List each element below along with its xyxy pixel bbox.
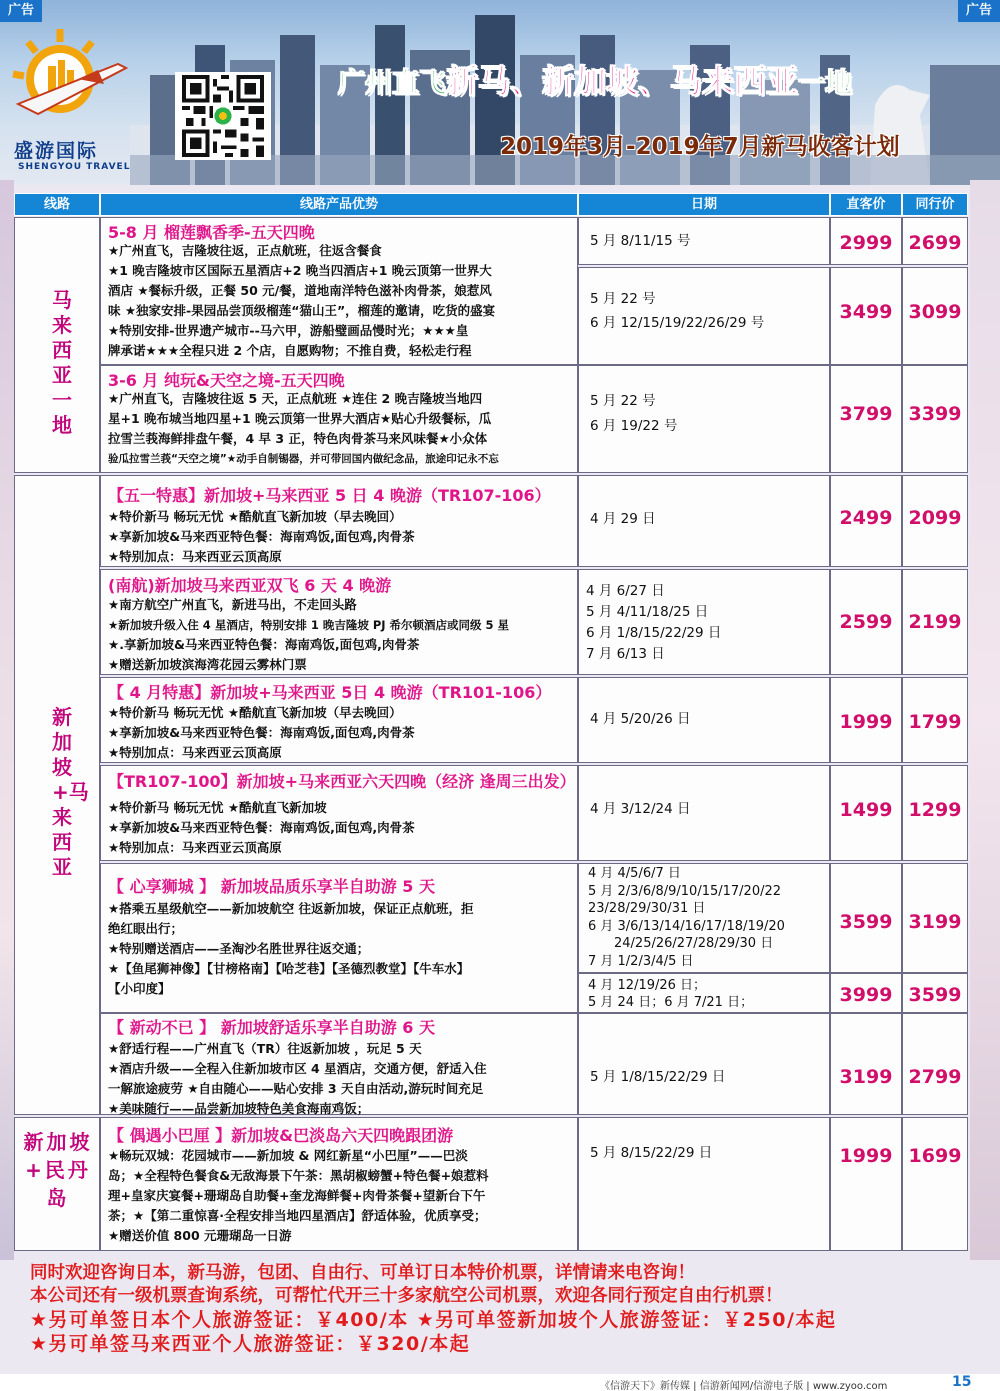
company-logo xyxy=(8,24,133,184)
peer-price: 2199 xyxy=(908,611,962,633)
peer-price: 2699 xyxy=(908,232,962,254)
peer-price: 2799 xyxy=(908,1066,962,1088)
peer-price: 1799 xyxy=(908,711,962,733)
departure-dates: 4 月 12/19/26 日； 5 月 24 日；6 月 7/21 日； xyxy=(588,978,754,1010)
col-header-direct-price: 直客价 xyxy=(830,193,902,216)
departure-dates: 5 月 1/8/15/22/29 日 xyxy=(590,1069,726,1085)
page-title: 广州直飞新马、新加坡、马来西亚一地 xyxy=(338,62,853,100)
direct-price: 3799 xyxy=(839,403,893,425)
footer-line-consult: 同时欢迎咨询日本，新马游，包团、自由行、可单订日本特价机票，详情请来电咨询！ xyxy=(30,1263,695,1283)
product-description: ★特价新马 畅玩无忧 ★酷航直飞新加坡 ★享新加坡&马来西亚特色餐：海南鸡饭,面包鸡,肉骨茶 ★特别加点：马来西亚云顶高原 xyxy=(108,800,415,855)
sun-plane-logo-icon xyxy=(8,24,128,134)
product-title: (南航)新加坡马来西亚双飞 6 天 4 晚游 xyxy=(108,576,392,595)
departure-dates: 4 月 4/5/6/7 日 5 月 2/3/6/8/9/10/15/17/20/22 23/28/29/30/31 日 6 月 3/6/13/14/16/17/18/19/20 24/25/26/27/28/29/30 日 7 月 1/2/3/4/5 日 xyxy=(588,866,785,969)
region-label-sg-bintan: 新加坡+民丹岛 xyxy=(23,1130,93,1210)
direct-price: 1999 xyxy=(839,1145,893,1167)
product-title: 【TR107-100】新加坡+马来西亚六天四晚（经济 逢周三出发） xyxy=(108,772,576,791)
col-header-route: 线路 xyxy=(14,193,100,216)
product-description: ★舒适行程——广州直飞（TR）往返新加坡 ，玩足 5 天 ★酒店升级——全程入住新加坡市区 4 星酒店，交通方便，舒适入住 一解旅途疲劳 ★自由随心——贴心安排 3 天自由活动,游玩时间充足 ★美味随行——品尝新加坡特色美食海南鸡饭； xyxy=(108,1041,487,1116)
footer-line-visa-jp-sg: ★另可单签日本个人旅游签证：￥400/本 ★另可单签新加坡个人旅游签证：￥250/本起 xyxy=(30,1309,837,1331)
date-cell xyxy=(578,1117,830,1251)
logo-name-cn: 盛游国际 xyxy=(14,140,99,162)
direct-price: 2999 xyxy=(839,232,893,254)
footer-line-ticketing: 本公司还有一级机票查询系统，可帮忙代开三十多家航空公司机票，欢迎各同行预定自由行机票！ xyxy=(30,1286,783,1306)
direct-price: 3599 xyxy=(839,911,893,933)
publication-info: 《信游天下》新传媒 | 信游新闻网/信游电子版 | www.zyoo.com xyxy=(600,1381,888,1391)
product-description: ★南方航空广州直飞，新进马出，不走回头路 ★新加坡升级入住 4 星酒店，特别安排 1 晚吉隆坡 PJ 希尔顿酒店或同级 5 星 ★.享新加坡&马来西亚特色餐：海南鸡饭,面包鸡,肉骨茶 ★赠送新加坡滨海湾花园云雾林门票 xyxy=(108,597,510,672)
departure-dates: 4 月 3/12/24 日 xyxy=(590,801,691,817)
col-header-advantages: 线路产品优势 xyxy=(100,193,578,216)
qr-code-icon xyxy=(175,72,271,160)
peer-price: 3599 xyxy=(908,984,962,1006)
direct-price: 3999 xyxy=(839,984,893,1006)
product-description: ★搭乘五星级航空——新加坡航空 往返新加坡，保证正点航班，拒 绝红眼出行； ★特别赠送酒店——圣淘沙名胜世界往返交通； ★【鱼尾狮神像】【甘榜格南】【哈芝巷】【圣德烈教堂】【牛车水】 【小印度】 xyxy=(108,901,474,996)
product-title: 【 心享狮城 】 新加坡品质乐享半自助游 5 天 xyxy=(108,877,435,896)
departure-dates: 5 月 8/11/15 号 xyxy=(590,233,691,249)
product-description: ★特价新马 畅玩无忧 ★酷航直飞新加坡（早去晚回） ★享新加坡&马来西亚特色餐：海南鸡饭,面包鸡,肉骨茶 ★特别加点：马来西亚云顶高原 xyxy=(108,509,415,564)
col-header-peer-price: 同行价 xyxy=(902,193,968,216)
logo-name-en: SHENGYOU TRAVEL xyxy=(18,162,131,172)
departure-dates: 4 月 6/27 日 5 月 4/11/18/25 日 6 月 1/8/15/22/29 日 7 月 6/13 日 xyxy=(586,583,722,662)
page-number: 15 xyxy=(952,1374,972,1390)
side-decoration-left xyxy=(0,180,14,1260)
peer-price: 1299 xyxy=(908,799,962,821)
departure-dates: 4 月 5/20/26 日 xyxy=(590,711,691,727)
departure-dates: 5 月 8/15/22/29 日 xyxy=(590,1145,713,1161)
footer-notes xyxy=(30,1262,980,1356)
peer-price: 3199 xyxy=(908,911,962,933)
peer-price: 2099 xyxy=(908,507,962,529)
page-subtitle: 2019年3月-2019年7月新马收客计划 xyxy=(500,134,900,160)
product-description: ★广州直飞，吉隆坡往返 5 天，正点航班 ★连住 2 晚吉隆坡当地四 星+1 晚布城当地四星+1 晚云顶第一世界大酒店★贴心升级餐标，瓜 拉雪兰莪海鲜排盘午餐，4 早 3 正，特色肉骨茶马来风味餐★小众体 验瓜拉雪兰莪“天空之境”★动手自制锡器，并可带回国内做纪念品，旅途印记永不忘 xyxy=(108,391,499,465)
footer-line-visa-my: ★另可单签马来西亚个人旅游签证：￥320/本起 xyxy=(30,1333,471,1355)
header-banner xyxy=(0,0,1000,185)
col-header-dates: 日期 xyxy=(578,193,830,216)
ad-tag-left: 广告 xyxy=(0,0,42,22)
direct-price: 2599 xyxy=(839,611,893,633)
price-cell xyxy=(902,1013,968,1115)
departure-dates: 4 月 29 日 xyxy=(590,511,656,527)
product-title: 【 新动不已 】 新加坡舒适乐享半自助游 6 天 xyxy=(108,1018,435,1037)
product-title: 5-8 月 榴莲飘香季-五天四晚 xyxy=(108,223,315,242)
departure-dates: 5 月 22 号 6 月 12/15/19/22/26/29 号 xyxy=(590,291,765,331)
product-title: 【 4 月特惠】新加坡+马来西亚 5日 4 晚游（TR101-106） xyxy=(108,683,552,702)
peer-price: 3399 xyxy=(908,403,962,425)
product-description: ★畅玩双城：花园城市——新加坡 & 网红新星“小巴厘”——巴淡 岛；★全程特色餐食&无敌海景下午茶：黑胡椒螃蟹+特色餐+娘惹料 理+皇家庆宴餐+珊瑚岛自助餐+奎龙海鲜餐+肉骨茶餐+望新台下午 茶；★【第二重惊喜·全程安排当地四星酒店】舒适体验，优质享受； ★赠送价值 800 元珊瑚岛一日游 xyxy=(108,1148,489,1243)
peer-price: 3099 xyxy=(908,301,962,323)
price-cell xyxy=(830,1013,902,1115)
ad-tag-right: 广告 xyxy=(958,0,1000,22)
price-cell xyxy=(830,1117,902,1251)
direct-price: 3499 xyxy=(839,301,893,323)
direct-price: 1999 xyxy=(839,711,893,733)
itinerary-table xyxy=(14,193,970,1253)
product-title: 【五一特惠】新加坡+马来西亚 5 日 4 晚游（TR107-106） xyxy=(108,486,551,505)
product-title: 3-6 月 纯玩&天空之境-五天四晚 xyxy=(108,371,345,390)
product-description: ★特价新马 畅玩无忧 ★酷航直飞新加坡（早去晚回） ★享新加坡&马来西亚特色餐：海南鸡饭,面包鸡,肉骨茶 ★特别加点：马来西亚云顶高原 xyxy=(108,705,415,760)
region-label-malaysia: 马来西亚一地 xyxy=(52,288,72,437)
side-decoration-right xyxy=(970,180,1000,1260)
product-title: 【 偶遇小巴厘 】新加坡&巴淡岛六天四晚跟团游 xyxy=(108,1126,454,1145)
peer-price: 1699 xyxy=(908,1145,962,1167)
direct-price: 1499 xyxy=(839,799,893,821)
date-cell xyxy=(578,1013,830,1115)
departure-dates: 5 月 22 号 6 月 19/22 号 xyxy=(590,393,678,434)
bottom-bar xyxy=(0,1374,1000,1391)
region-label-sg-my: 新加坡+马来西亚 xyxy=(52,705,89,879)
direct-price: 3199 xyxy=(839,1066,893,1088)
direct-price: 2499 xyxy=(839,507,893,529)
price-cell xyxy=(902,1117,968,1251)
product-description: ★广州直飞，吉隆坡往返，正点航班，往返含餐食 ★1 晚吉隆坡市区国际五星酒店+2 晚当四酒店+1 晚云顶第一世界大 酒店 ★餐标升级，正餐 50 元/餐，道地南洋特色滋补肉骨茶，娘惹风 味 ★独家安排-果园品尝顶级榴莲“猫山王”，榴莲的邀请，吃货的盛宴 ★特别安排-世界遗产城市--马六甲，游船璧画品慢时光；★★★皇 牌承诺★★★全程只进 2 个店，自愿购物；不推自费，轻松走行程 xyxy=(108,243,496,358)
